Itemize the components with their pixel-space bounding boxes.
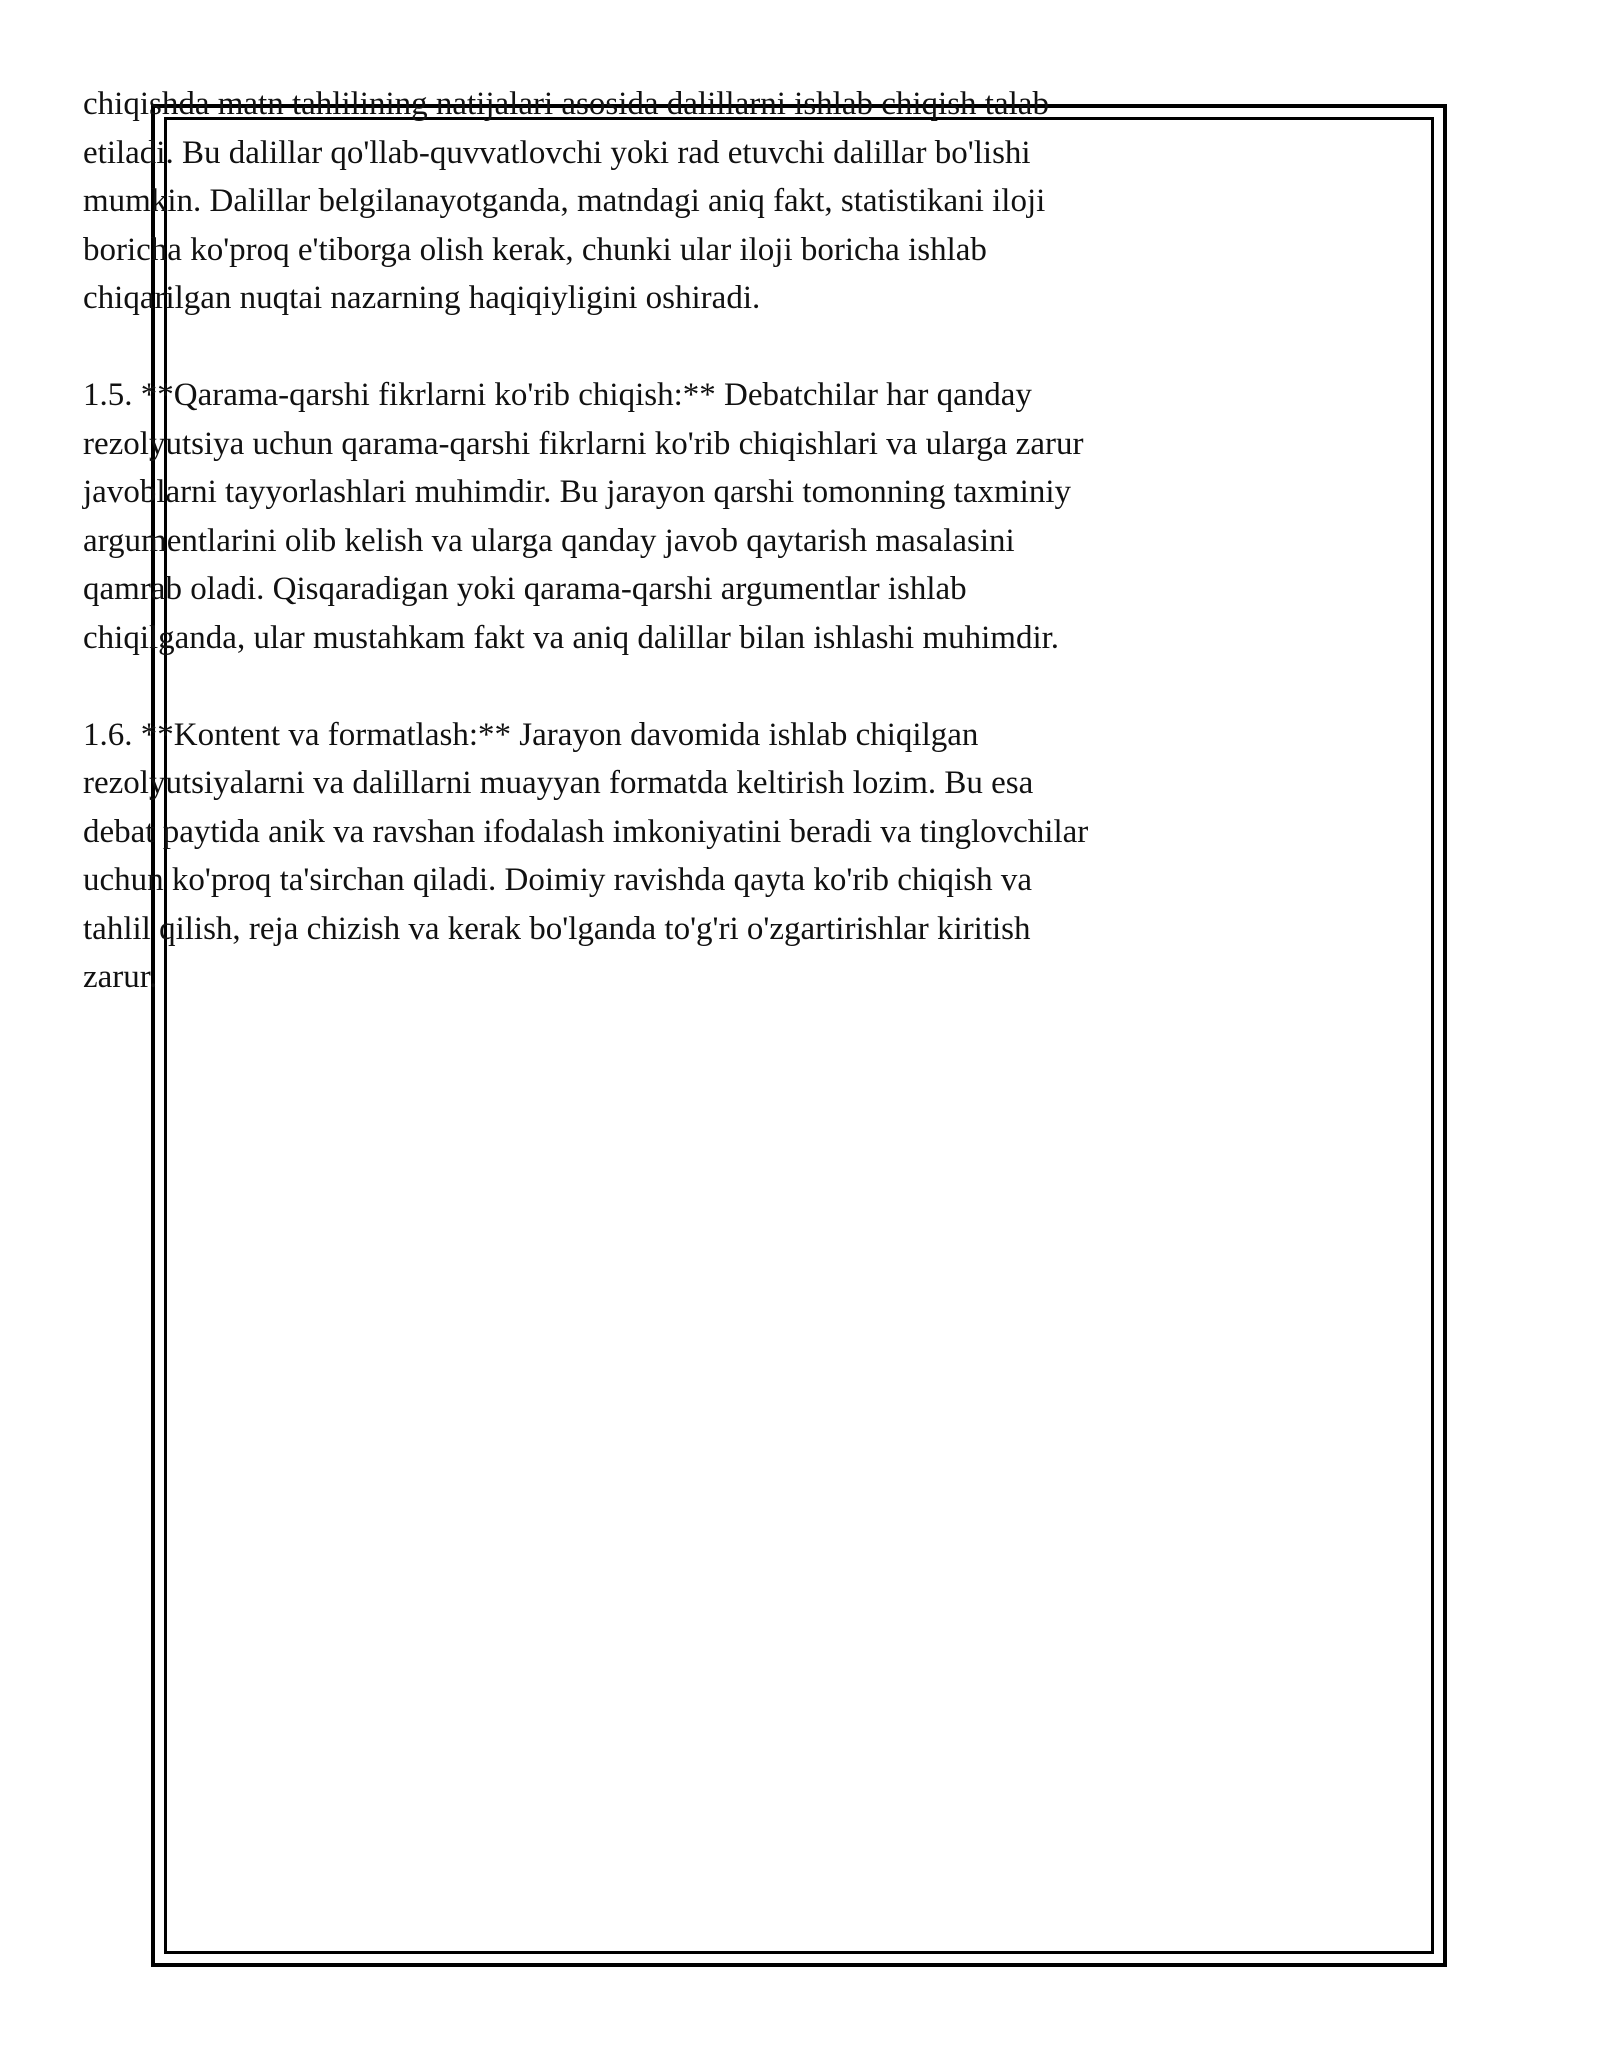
text-line: rezolyutsiyalarni va dalillarni muayyan formatda keltirish lozim. Bu esa [83,765,1034,801]
text-line: 1.5. **Qarama-qarshi fikrlarni ko'rib chiqish:** Debatchilar har qanday [83,377,1032,413]
text-line: chiqarilgan nuqtai nazarning haqiqiyligini oshiradi. [83,280,761,316]
text-line: etiladi. Bu dalillar qo'llab-quvvatlovchi yoki rad etuvchi dalillar bo'lishi [83,134,1031,171]
text-line: rezolyutsiya uchun qarama-qarshi fikrlarni ko'rib chiqishlari va ularga zarur [83,425,1084,462]
text-line: tahlil qilish, reja chizish va kerak bo'lganda to'g'ri o'zgartirishlar kiritish [83,910,1031,947]
paragraph-section-1-6 [83,711,1233,1002]
text-line: argumentlarini olib kelish va ularga qanday javob qaytarish masalasini [83,522,1015,559]
text-line: zarur. [83,959,158,995]
paragraph-section-1-5 [83,371,1233,662]
text-line: javoblarni tayyorlashlari muhimdir. Bu jarayon qarshi tomonning taxminiy [83,474,1072,510]
text-line: uchun ko'proq ta'sirchan qiladi. Doimiy ravishda qayta ko'rib chiqish va [83,862,1032,898]
text-line: boricha ko'proq e'tiborga olish kerak, chunki ular iloji boricha ishlab [83,231,987,268]
page-body [83,80,1233,1050]
text-line: 1.6. **Kontent va formatlash:** Jarayon davomida ishlab chiqilgan [83,716,979,753]
text-line: debat paytida anik va ravshan ifodalash imkoniyatini beradi va tinglovchilar [83,813,1089,850]
text-line: mumkin. Dalillar belgilanayotganda, matndagi aniq fakt, statistikani iloji [83,183,1046,219]
paragraph-evidence [83,80,1233,323]
text-line: chiqilganda, ular mustahkam fakt va aniq dalillar bilan ishlashi muhimdir. [83,619,1060,656]
text-line: qamrab oladi. Qisqaradigan yoki qarama-qarshi argumentlar ishlab [83,571,967,607]
text-line: chiqishda matn tahlilining natijalari asosida dalillarni ishlab chiqish talab [83,86,1049,122]
